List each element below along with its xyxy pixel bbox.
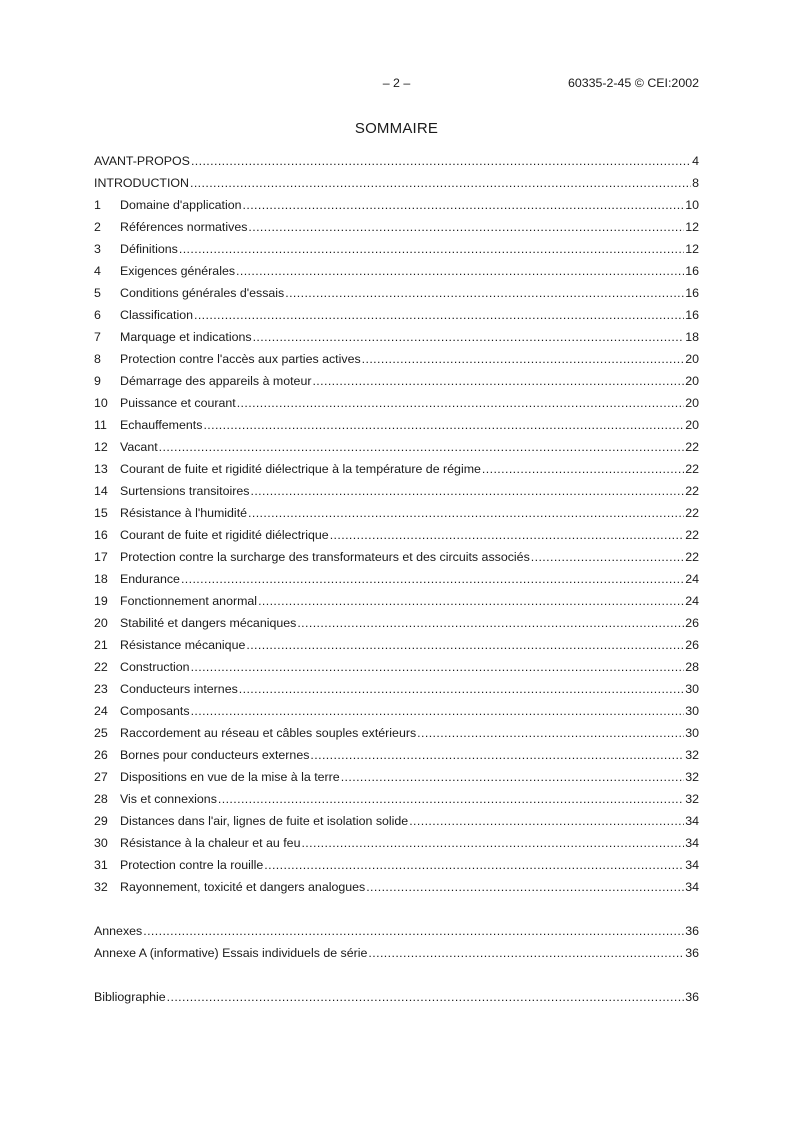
toc-section-entry[interactable]	[94, 832, 699, 854]
toc-entry-label: Dispositions en vue de la mise à la terre	[120, 770, 340, 784]
toc-section-entry[interactable]	[94, 546, 699, 568]
toc-entry-label: Démarrage des appareils à moteur	[120, 374, 312, 388]
toc-entry-number: 23	[94, 682, 108, 696]
toc-section-entry[interactable]	[94, 590, 699, 612]
toc-entry-label: Vis et connexions	[120, 792, 217, 806]
toc-section-entry[interactable]	[94, 216, 699, 238]
toc-entry-number: 17	[94, 550, 108, 564]
dot-leader	[237, 392, 684, 414]
dot-leader	[253, 326, 685, 348]
toc-entry-number: 7	[94, 330, 101, 344]
toc-entry-label: Marquage et indications	[120, 330, 252, 344]
toc-entry-page: 20	[685, 352, 699, 366]
toc-entry-label: Echauffements	[120, 418, 203, 432]
toc-entry-number: 28	[94, 792, 108, 806]
toc-section-entry[interactable]	[94, 634, 699, 656]
dot-leader	[194, 304, 684, 326]
toc-entry-number: 8	[94, 352, 101, 366]
toc-entry-number: 32	[94, 880, 108, 894]
toc-section-entry[interactable]	[94, 854, 699, 876]
dot-leader	[218, 788, 684, 810]
toc-entry-page: 28	[685, 660, 699, 674]
dot-leader	[246, 634, 684, 656]
toc-entry-page: 12	[685, 220, 699, 234]
toc-entry-label: Stabilité et dangers mécaniques	[120, 616, 297, 630]
toc-entry-number: 13	[94, 462, 108, 476]
toc-entry-number: 6	[94, 308, 101, 322]
dot-leader	[191, 656, 685, 678]
toc-entry-number: 20	[94, 616, 108, 630]
dot-leader	[341, 766, 685, 788]
toc-front-entry[interactable]	[94, 150, 699, 172]
toc-section-entry[interactable]	[94, 722, 699, 744]
page-number: – 2 –	[382, 76, 411, 90]
toc-entry-label: Courant de fuite et rigidité diélectrique à la température de régime	[120, 462, 481, 476]
toc-entry-page: 24	[685, 572, 699, 586]
toc-section-entry[interactable]	[94, 656, 699, 678]
toc-entry-label: Rayonnement, toxicité et dangers analogues	[120, 880, 366, 894]
toc-entry-page: 34	[685, 880, 699, 894]
dot-leader	[409, 810, 684, 832]
dot-leader	[159, 436, 685, 458]
toc-entry-label: INTRODUCTION	[94, 176, 189, 190]
toc-entry-page: 30	[685, 682, 699, 696]
dot-leader	[330, 524, 685, 546]
toc-entry-label: Composants	[120, 704, 190, 718]
toc-section-entry[interactable]	[94, 876, 699, 898]
toc-entry-page: 34	[685, 858, 699, 872]
toc-entry-label: Références normatives	[120, 220, 248, 234]
toc-entry-label: Endurance	[120, 572, 180, 586]
toc-entry-number: 25	[94, 726, 108, 740]
toc-entry-label: Protection contre l'accès aux parties actives	[120, 352, 361, 366]
toc-section-entry[interactable]	[94, 480, 699, 502]
dot-leader	[239, 678, 684, 700]
toc-bibliography-entry[interactable]	[94, 986, 699, 1008]
toc-entry-label: Conditions générales d'essais	[120, 286, 285, 300]
toc-section-entry[interactable]	[94, 612, 699, 634]
toc-entry-page: 16	[685, 308, 699, 322]
toc-entry-label: Puissance et courant	[120, 396, 236, 410]
toc-entry-label: Résistance à la chaleur et au feu	[120, 836, 301, 850]
toc-entry-label: Fonctionnement anormal	[120, 594, 258, 608]
dot-leader	[264, 854, 684, 876]
toc-section-entry[interactable]	[94, 370, 699, 392]
toc-entry-page: 32	[685, 770, 699, 784]
toc-entry-page: 22	[685, 528, 699, 542]
toc-entry-number: 29	[94, 814, 108, 828]
toc-section-entry[interactable]	[94, 502, 699, 524]
toc-entry-label: Vacant	[120, 440, 158, 454]
toc-entry-number: 4	[94, 264, 101, 278]
toc-section-entry[interactable]	[94, 810, 699, 832]
toc-entry-page: 4	[692, 154, 699, 168]
dot-leader	[181, 568, 684, 590]
toc-entry-page: 22	[685, 440, 699, 454]
toc-entry-number: 22	[94, 660, 108, 674]
toc-entry-label: Exigences générales	[120, 264, 236, 278]
dot-leader	[190, 172, 691, 194]
dot-leader	[143, 920, 684, 942]
toc-entry-page: 20	[685, 396, 699, 410]
toc-entry-page: 34	[685, 836, 699, 850]
toc-entry-number: 12	[94, 440, 108, 454]
dot-leader	[285, 282, 684, 304]
dot-leader	[310, 744, 684, 766]
toc-section-entry[interactable]	[94, 260, 699, 282]
toc-section-entry[interactable]	[94, 282, 699, 304]
toc-entry-page: 22	[685, 506, 699, 520]
toc-entry-number: 2	[94, 220, 101, 234]
toc-title: SOMMAIRE	[354, 120, 439, 137]
toc-entry-page: 26	[685, 638, 699, 652]
document-reference: 60335-2-45 © CEI:2002	[567, 76, 699, 90]
toc-entry-page: 22	[685, 462, 699, 476]
toc-entry-page: 26	[685, 616, 699, 630]
toc-entry-label: Domaine d'application	[120, 198, 242, 212]
toc-entry-page: 20	[685, 374, 699, 388]
toc-entry-label: Surtensions transitoires	[120, 484, 250, 498]
toc-entry-label: Classification	[120, 308, 193, 322]
dot-leader	[191, 700, 685, 722]
toc-entry-label: Construction	[120, 660, 190, 674]
toc-section-entry[interactable]	[94, 766, 699, 788]
toc-entry-number: 26	[94, 748, 108, 762]
dot-leader	[167, 986, 685, 1008]
toc-section-entry[interactable]	[94, 326, 699, 348]
toc-entry-page: 18	[685, 330, 699, 344]
toc-section-entry[interactable]	[94, 436, 699, 458]
dot-leader	[368, 942, 684, 964]
dot-leader	[250, 480, 684, 502]
toc-entry-number: 15	[94, 506, 108, 520]
toc-entry-page: 36	[685, 946, 699, 960]
dot-leader	[236, 260, 684, 282]
toc-section-entry[interactable]	[94, 238, 699, 260]
toc-entry-page: 36	[685, 924, 699, 938]
dot-leader	[366, 876, 684, 898]
toc-entry-page: 32	[685, 792, 699, 806]
toc-annex-entry[interactable]	[94, 942, 699, 964]
toc-entry-number: 16	[94, 528, 108, 542]
toc-entry-page: 22	[685, 484, 699, 498]
dot-leader	[191, 150, 691, 172]
toc-section-entry[interactable]	[94, 194, 699, 216]
toc-section-entry[interactable]	[94, 788, 699, 810]
dot-leader	[243, 194, 685, 216]
toc-entry-page: 32	[685, 748, 699, 762]
toc-entry-number: 14	[94, 484, 108, 498]
dot-leader	[203, 414, 684, 436]
toc-entry-label: Courant de fuite et rigidité diélectrique	[120, 528, 329, 542]
dot-leader	[179, 238, 684, 260]
dot-leader	[248, 502, 684, 524]
dot-leader	[312, 370, 684, 392]
toc-entry-page: 16	[685, 264, 699, 278]
toc-annex-entry[interactable]	[94, 920, 699, 942]
toc-section-entry[interactable]	[94, 414, 699, 436]
toc-entry-number: 24	[94, 704, 108, 718]
toc-entry-label: Définitions	[120, 242, 178, 256]
toc-entry-page: 16	[685, 286, 699, 300]
toc-entry-number: 19	[94, 594, 108, 608]
toc-entry-label: Annexes	[94, 924, 143, 938]
toc-entry-label: Raccordement au réseau et câbles souples extérieurs	[120, 726, 417, 740]
toc-section-entry[interactable]	[94, 304, 699, 326]
toc-entry-label: Bornes pour conducteurs externes	[120, 748, 310, 762]
toc-entry-page: 36	[685, 990, 699, 1004]
toc-section-entry[interactable]	[94, 678, 699, 700]
toc-entry-number: 21	[94, 638, 108, 652]
toc-entry-number: 11	[94, 418, 107, 432]
toc-section-entry[interactable]	[94, 568, 699, 590]
toc-front-entry[interactable]	[94, 172, 699, 194]
toc-entry-number: 18	[94, 572, 108, 586]
toc-entry-number: 30	[94, 836, 108, 850]
toc-entry-label: Distances dans l'air, lignes de fuite et isolation solide	[120, 814, 409, 828]
toc-entry-number: 9	[94, 374, 101, 388]
toc-section-entry[interactable]	[94, 348, 699, 370]
table-of-contents	[94, 150, 699, 1008]
toc-entry-label: Annexe A (informative) Essais individuels de série	[94, 946, 368, 960]
toc-entry-label: Bibliographie	[94, 990, 166, 1004]
dot-leader	[531, 546, 684, 568]
toc-section-entry[interactable]	[94, 744, 699, 766]
toc-entry-label: Résistance mécanique	[120, 638, 246, 652]
toc-entry-page: 24	[685, 594, 699, 608]
toc-section-entry[interactable]	[94, 700, 699, 722]
dot-leader	[248, 216, 684, 238]
toc-entry-label: AVANT-PROPOS	[94, 154, 190, 168]
toc-entry-page: 10	[685, 198, 699, 212]
toc-entry-page: 20	[685, 418, 699, 432]
toc-section-entry[interactable]	[94, 524, 699, 546]
dot-leader	[258, 590, 684, 612]
toc-entry-number: 3	[94, 242, 101, 256]
toc-entry-page: 30	[685, 726, 699, 740]
toc-entry-number: 31	[94, 858, 108, 872]
dot-leader	[362, 348, 685, 370]
toc-entry-page: 12	[685, 242, 699, 256]
spacer	[94, 964, 699, 986]
dot-leader	[297, 612, 684, 634]
toc-section-entry[interactable]	[94, 458, 699, 480]
toc-entry-number: 5	[94, 286, 101, 300]
toc-entry-label: Résistance à l'humidité	[120, 506, 248, 520]
toc-entry-number: 10	[94, 396, 108, 410]
toc-entry-number: 1	[94, 198, 101, 212]
toc-entry-page: 22	[685, 550, 699, 564]
toc-entry-label: Conducteurs internes	[120, 682, 238, 696]
toc-entry-page: 8	[692, 176, 699, 190]
toc-entry-label: Protection contre la surcharge des transformateurs et des circuits associés	[120, 550, 530, 564]
dot-leader	[301, 832, 684, 854]
toc-entry-page: 30	[685, 704, 699, 718]
toc-entry-number: 27	[94, 770, 108, 784]
dot-leader	[482, 458, 684, 480]
spacer	[94, 898, 699, 920]
toc-section-entry[interactable]	[94, 392, 699, 414]
toc-entry-label: Protection contre la rouille	[120, 858, 264, 872]
dot-leader	[417, 722, 684, 744]
toc-entry-page: 34	[685, 814, 699, 828]
